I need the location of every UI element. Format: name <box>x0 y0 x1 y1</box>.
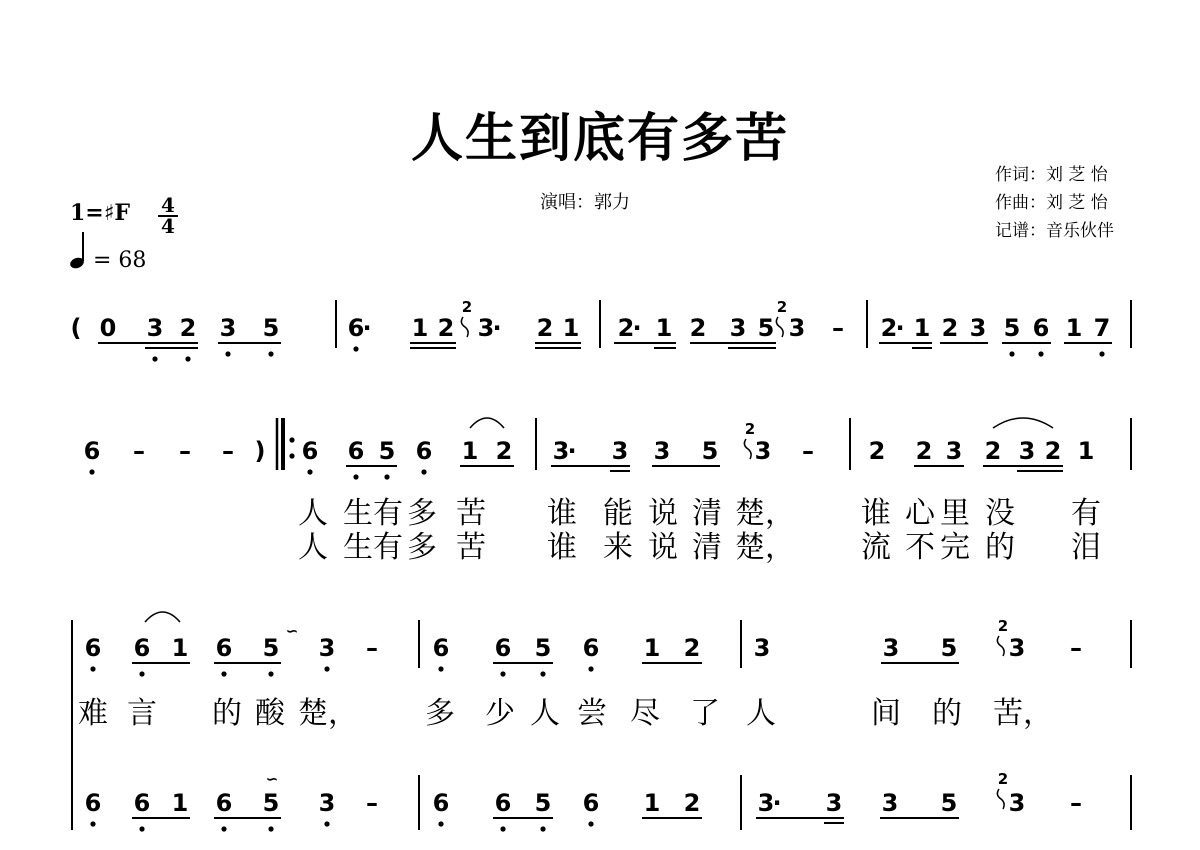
dot-aug: · <box>492 314 502 342</box>
note: 3 <box>477 314 495 342</box>
note: 2 <box>915 437 933 465</box>
staff-row-2 <box>84 418 1131 565</box>
dot-aug: · <box>772 789 782 817</box>
lyric: 谁 <box>547 496 577 531</box>
transcriber-credit: 记谱：音乐伙伴 <box>995 221 1114 241</box>
note: 3 <box>882 634 900 662</box>
lyric: 人 <box>530 696 560 731</box>
lyric: 没 <box>985 496 1015 531</box>
dot-aug: · <box>362 314 372 342</box>
note: 2 <box>1044 437 1062 465</box>
note: 5 <box>534 634 552 662</box>
lyric: 的 <box>932 696 962 731</box>
octave-dot <box>89 469 94 474</box>
octave-dot <box>225 351 230 356</box>
octave-dot <box>353 474 358 479</box>
dash: – <box>222 437 234 465</box>
lyric: 流 <box>861 530 891 565</box>
dash: – <box>1070 789 1082 817</box>
repeat-dot <box>289 453 294 458</box>
bracket: ( <box>70 314 82 342</box>
octave-dot <box>1099 351 1104 356</box>
grace-curl <box>997 636 1004 656</box>
grace-note: 2 <box>997 617 1009 635</box>
lyric: 人 <box>298 530 328 565</box>
grace-note: 2 <box>776 298 788 316</box>
lyric: 人 <box>298 496 328 531</box>
dash: – <box>133 437 145 465</box>
note: 1 <box>1065 314 1083 342</box>
octave-dot <box>500 671 505 676</box>
note: 2 <box>495 437 513 465</box>
lyric: 了 <box>690 696 720 731</box>
mordent-icon: ∽ <box>265 770 279 788</box>
note: 6 <box>415 437 433 465</box>
note: 5 <box>262 789 280 817</box>
octave-dot <box>384 474 389 479</box>
note: 6 <box>83 437 101 465</box>
lyric: 尝 <box>577 696 607 731</box>
note: 3 <box>318 634 336 662</box>
lyric: 尽 <box>630 696 660 731</box>
note: 5 <box>378 437 396 465</box>
lyric: 楚， <box>735 496 795 531</box>
dash: – <box>832 314 844 342</box>
note: 1 <box>913 314 931 342</box>
lyric: 人 <box>746 696 776 731</box>
lyric: 生 <box>343 530 373 565</box>
mordent-icon: ∽ <box>285 622 299 640</box>
note: 3 <box>318 789 336 817</box>
octave-dot <box>421 469 426 474</box>
note: 5 <box>262 314 280 342</box>
tempo-marking: = 68 <box>93 248 147 273</box>
note: 3 <box>753 634 771 662</box>
lyric: 楚， <box>735 530 795 565</box>
note: 6 <box>133 634 151 662</box>
note: 1 <box>1077 437 1095 465</box>
note: 6 <box>432 634 450 662</box>
staff-row-1 <box>71 298 1131 362</box>
note: 6 <box>494 634 512 662</box>
lyric: 楚， <box>298 696 358 731</box>
lyric: 谁 <box>547 530 577 565</box>
octave-dot <box>324 666 329 671</box>
lyric: 不 <box>905 530 935 565</box>
grace-curl <box>776 317 783 337</box>
dash: – <box>802 437 814 465</box>
note: 3 <box>757 789 775 817</box>
note: 1 <box>171 789 189 817</box>
lyric: 说 <box>648 530 678 565</box>
note: 0 <box>99 314 117 342</box>
note: 5 <box>701 437 719 465</box>
lyric: 苦， <box>993 696 1053 731</box>
octave-dot <box>152 356 157 361</box>
grace-curl <box>461 317 468 337</box>
lyric: 少 <box>485 696 515 731</box>
grace-note: 2 <box>744 420 756 438</box>
dot-aug: · <box>632 314 642 342</box>
dot-aug: · <box>895 314 905 342</box>
note: 3 <box>1018 437 1036 465</box>
octave-dot <box>268 671 273 676</box>
note: 2 <box>617 314 635 342</box>
lyric: 来 <box>603 530 633 565</box>
note: 1 <box>655 314 673 342</box>
octave-dot <box>90 666 95 671</box>
grace-curl <box>997 789 1004 809</box>
octave-dot <box>221 826 226 831</box>
octave-dot <box>588 821 593 826</box>
note: 3 <box>219 314 237 342</box>
note: 1 <box>643 634 661 662</box>
note: 2 <box>536 314 554 342</box>
note: 2 <box>984 437 1002 465</box>
note: 6 <box>582 789 600 817</box>
note: 2 <box>683 789 701 817</box>
song-title: 人生到底有多苦 <box>410 108 789 169</box>
octave-dot <box>90 821 95 826</box>
lyric: 难 <box>78 696 108 731</box>
note: 2 <box>868 437 886 465</box>
repeat-dot <box>289 437 294 442</box>
note: 6 <box>84 789 102 817</box>
time-signature: 4 4 <box>158 196 178 236</box>
note: 6 <box>582 634 600 662</box>
note: 5 <box>262 634 280 662</box>
note: 2 <box>689 314 707 342</box>
note: 6 <box>301 437 319 465</box>
slur <box>145 612 180 622</box>
note: 5 <box>1003 314 1021 342</box>
note: 1 <box>411 314 429 342</box>
lyric: 的 <box>212 696 242 731</box>
octave-dot <box>353 346 358 351</box>
octave-dot <box>540 671 545 676</box>
lyric: 谁 <box>861 496 891 531</box>
note: 2 <box>941 314 959 342</box>
lyric: 里 <box>940 496 970 531</box>
note: 3 <box>653 437 671 465</box>
note: 5 <box>757 314 775 342</box>
note: 3 <box>788 314 806 342</box>
octave-dot <box>438 821 443 826</box>
note: 1 <box>643 789 661 817</box>
octave-dot <box>185 356 190 361</box>
octave-dot <box>221 671 226 676</box>
grace-curl <box>744 439 751 459</box>
note: 6 <box>133 789 151 817</box>
note: 5 <box>534 789 552 817</box>
grace-note: 2 <box>997 770 1009 788</box>
singer-credit: 演唱：郭力 <box>540 192 630 213</box>
octave-dot <box>588 666 593 671</box>
note: 3 <box>729 314 747 342</box>
note: 1 <box>171 634 189 662</box>
note: 2 <box>683 634 701 662</box>
lyric: 酸 <box>255 696 285 731</box>
lyric: 苦 <box>456 530 486 565</box>
note: 7 <box>1093 314 1111 342</box>
lyric: 多 <box>407 496 437 531</box>
note: 3 <box>945 437 963 465</box>
lyric: 多 <box>425 696 455 731</box>
staff-row-4 <box>85 770 1131 832</box>
octave-dot <box>540 826 545 831</box>
note: 2 <box>437 314 455 342</box>
dot-aug: · <box>567 437 577 465</box>
note: 1 <box>562 314 580 342</box>
lyric: 说 <box>648 496 678 531</box>
octave-dot <box>1038 351 1043 356</box>
note: 3 <box>754 437 772 465</box>
note: 6 <box>432 789 450 817</box>
lyric: 有 <box>1071 496 1101 531</box>
note: 3 <box>881 789 899 817</box>
lyric: 苦 <box>456 496 486 531</box>
dash: – <box>179 437 191 465</box>
lyric: 清 <box>692 496 722 531</box>
note: 3 <box>552 437 570 465</box>
note: 6 <box>347 437 365 465</box>
composer-credit: 作曲：刘 芝 怡 <box>995 193 1108 213</box>
note: 6 <box>84 634 102 662</box>
octave-dot <box>438 666 443 671</box>
octave-dot <box>1009 351 1014 356</box>
lyric: 能 <box>603 496 633 531</box>
note: 2 <box>880 314 898 342</box>
lyric: 间 <box>871 696 901 731</box>
note: 6 <box>347 314 365 342</box>
octave-dot <box>324 821 329 826</box>
octave-dot <box>307 469 312 474</box>
lyric: 言 <box>127 696 157 731</box>
note: 3 <box>146 314 164 342</box>
note: 6 <box>494 789 512 817</box>
dash: – <box>366 789 378 817</box>
lyric: 清 <box>692 530 722 565</box>
octave-dot <box>139 671 144 676</box>
grace-note: 2 <box>461 298 473 316</box>
lyric: 的 <box>985 530 1015 565</box>
note: 3 <box>1008 789 1026 817</box>
note: 3 <box>611 437 629 465</box>
lyric: 多 <box>407 530 437 565</box>
octave-dot <box>268 351 273 356</box>
note: 3 <box>1008 634 1026 662</box>
lyric: 有 <box>373 496 403 531</box>
dash: – <box>366 634 378 662</box>
octave-dot <box>268 826 273 831</box>
note: 6 <box>1032 314 1050 342</box>
lyric: 心 <box>905 496 935 531</box>
note: 3 <box>969 314 987 342</box>
lyric: 完 <box>940 530 970 565</box>
octave-dot <box>500 826 505 831</box>
note: 1 <box>461 437 479 465</box>
lyric: 生 <box>343 496 373 531</box>
note: 6 <box>215 789 233 817</box>
lyric: 泪 <box>1071 530 1101 565</box>
slur <box>470 418 504 428</box>
bracket: ) <box>254 437 266 465</box>
dash: – <box>1070 634 1082 662</box>
note: 3 <box>825 789 843 817</box>
note: 6 <box>215 634 233 662</box>
octave-dot <box>139 826 144 831</box>
note: 2 <box>179 314 197 342</box>
lyricist-credit: 作词：刘 芝 怡 <box>995 165 1108 185</box>
note: 5 <box>940 634 958 662</box>
slur <box>993 418 1053 428</box>
note: 5 <box>940 789 958 817</box>
key-signature: 1=♯F <box>70 200 131 226</box>
lyric: 有 <box>373 530 403 565</box>
